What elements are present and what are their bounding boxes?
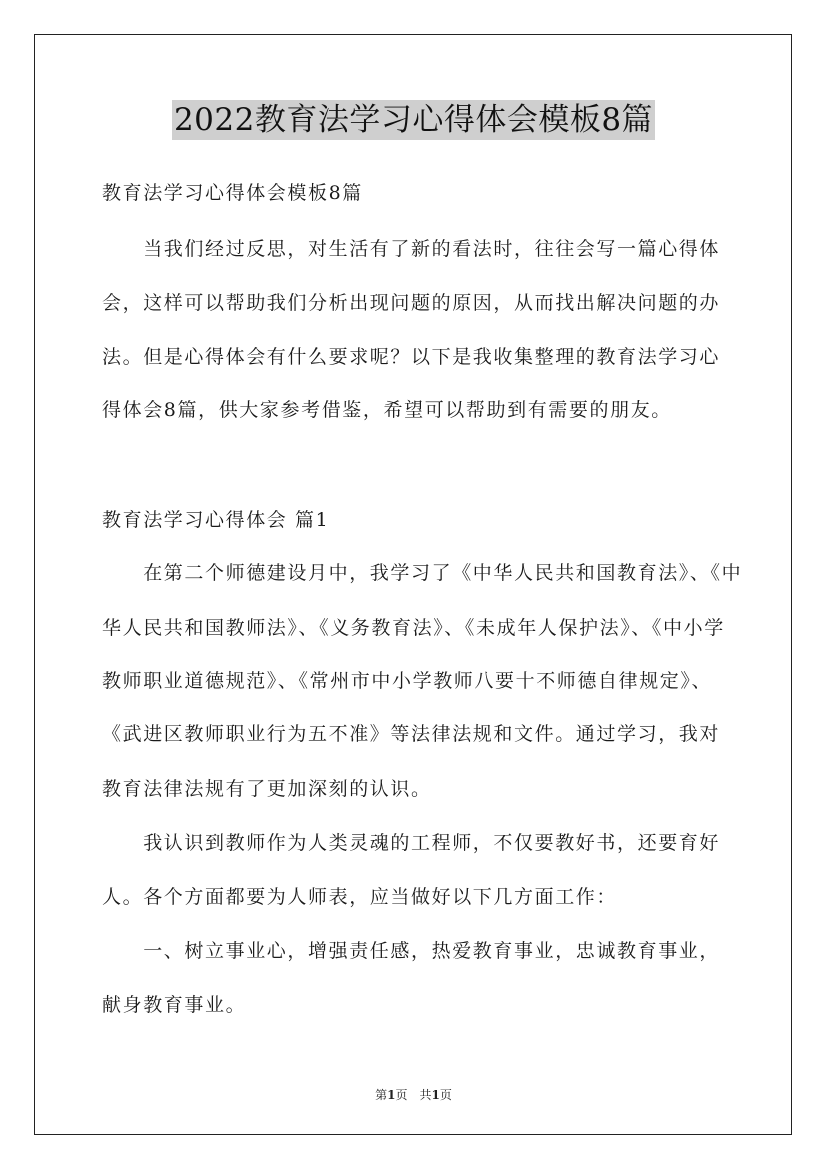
paragraph-line: 华人民共和国教师法》、《义务教育法》、《未成年人保护法》、《中小学	[102, 617, 725, 639]
paragraph-line: 在第二个师德建设月中，我学习了《中华人民共和国教育法》、《中	[102, 562, 743, 584]
intro-line: 会，这样可以帮助我们分析出现问题的原因，从而找出解决问题的办	[102, 292, 721, 314]
page-footer	[0, 1086, 827, 1103]
paragraph-line: 献身教育事业。	[102, 994, 247, 1016]
intro-line: 法。但是心得体会有什么要求呢？以下是我收集整理的教育法学习心	[102, 346, 721, 368]
paragraph-line: 教师职业道德规范》、《常州市中小学教师八要十不师德自律规定》、	[102, 670, 713, 692]
section-heading: 教育法学习心得体会 篇1	[102, 509, 330, 531]
footer-suffix: 页	[439, 1088, 452, 1102]
intro-line: 当我们经过反思，对生活有了新的看法时，往往会写一篇心得体	[102, 238, 721, 260]
paragraph-line: 人。各个方面都要为人师表，应当做好以下几方面工作：	[102, 886, 618, 908]
paragraph-line: 《武进区教师职业行为五不准》等法律法规和文件。通过学习，我对	[102, 723, 721, 745]
title-container	[0, 100, 827, 140]
footer-middle: 页 共	[395, 1088, 432, 1102]
document-subtitle: 教育法学习心得体会模板8篇	[102, 182, 363, 204]
footer-total-pages: 1	[431, 1088, 440, 1102]
paragraph-line: 我认识到教师作为人类灵魂的工程师，不仅要教好书，还要育好	[102, 832, 721, 854]
document-title: 2022教育法学习心得体会模板8篇	[173, 102, 654, 138]
intro-line: 得体会8篇，供大家参考借鉴，希望可以帮助到有需要的朋友。	[102, 399, 672, 421]
footer-page-number: 1	[387, 1088, 396, 1102]
paragraph-line: 教育法律法规有了更加深刻的认识。	[102, 778, 432, 800]
footer-prefix: 第	[375, 1088, 388, 1102]
paragraph-line: 一、树立事业心，增强责任感，热爱教育事业，忠诚教育事业，	[102, 940, 721, 962]
